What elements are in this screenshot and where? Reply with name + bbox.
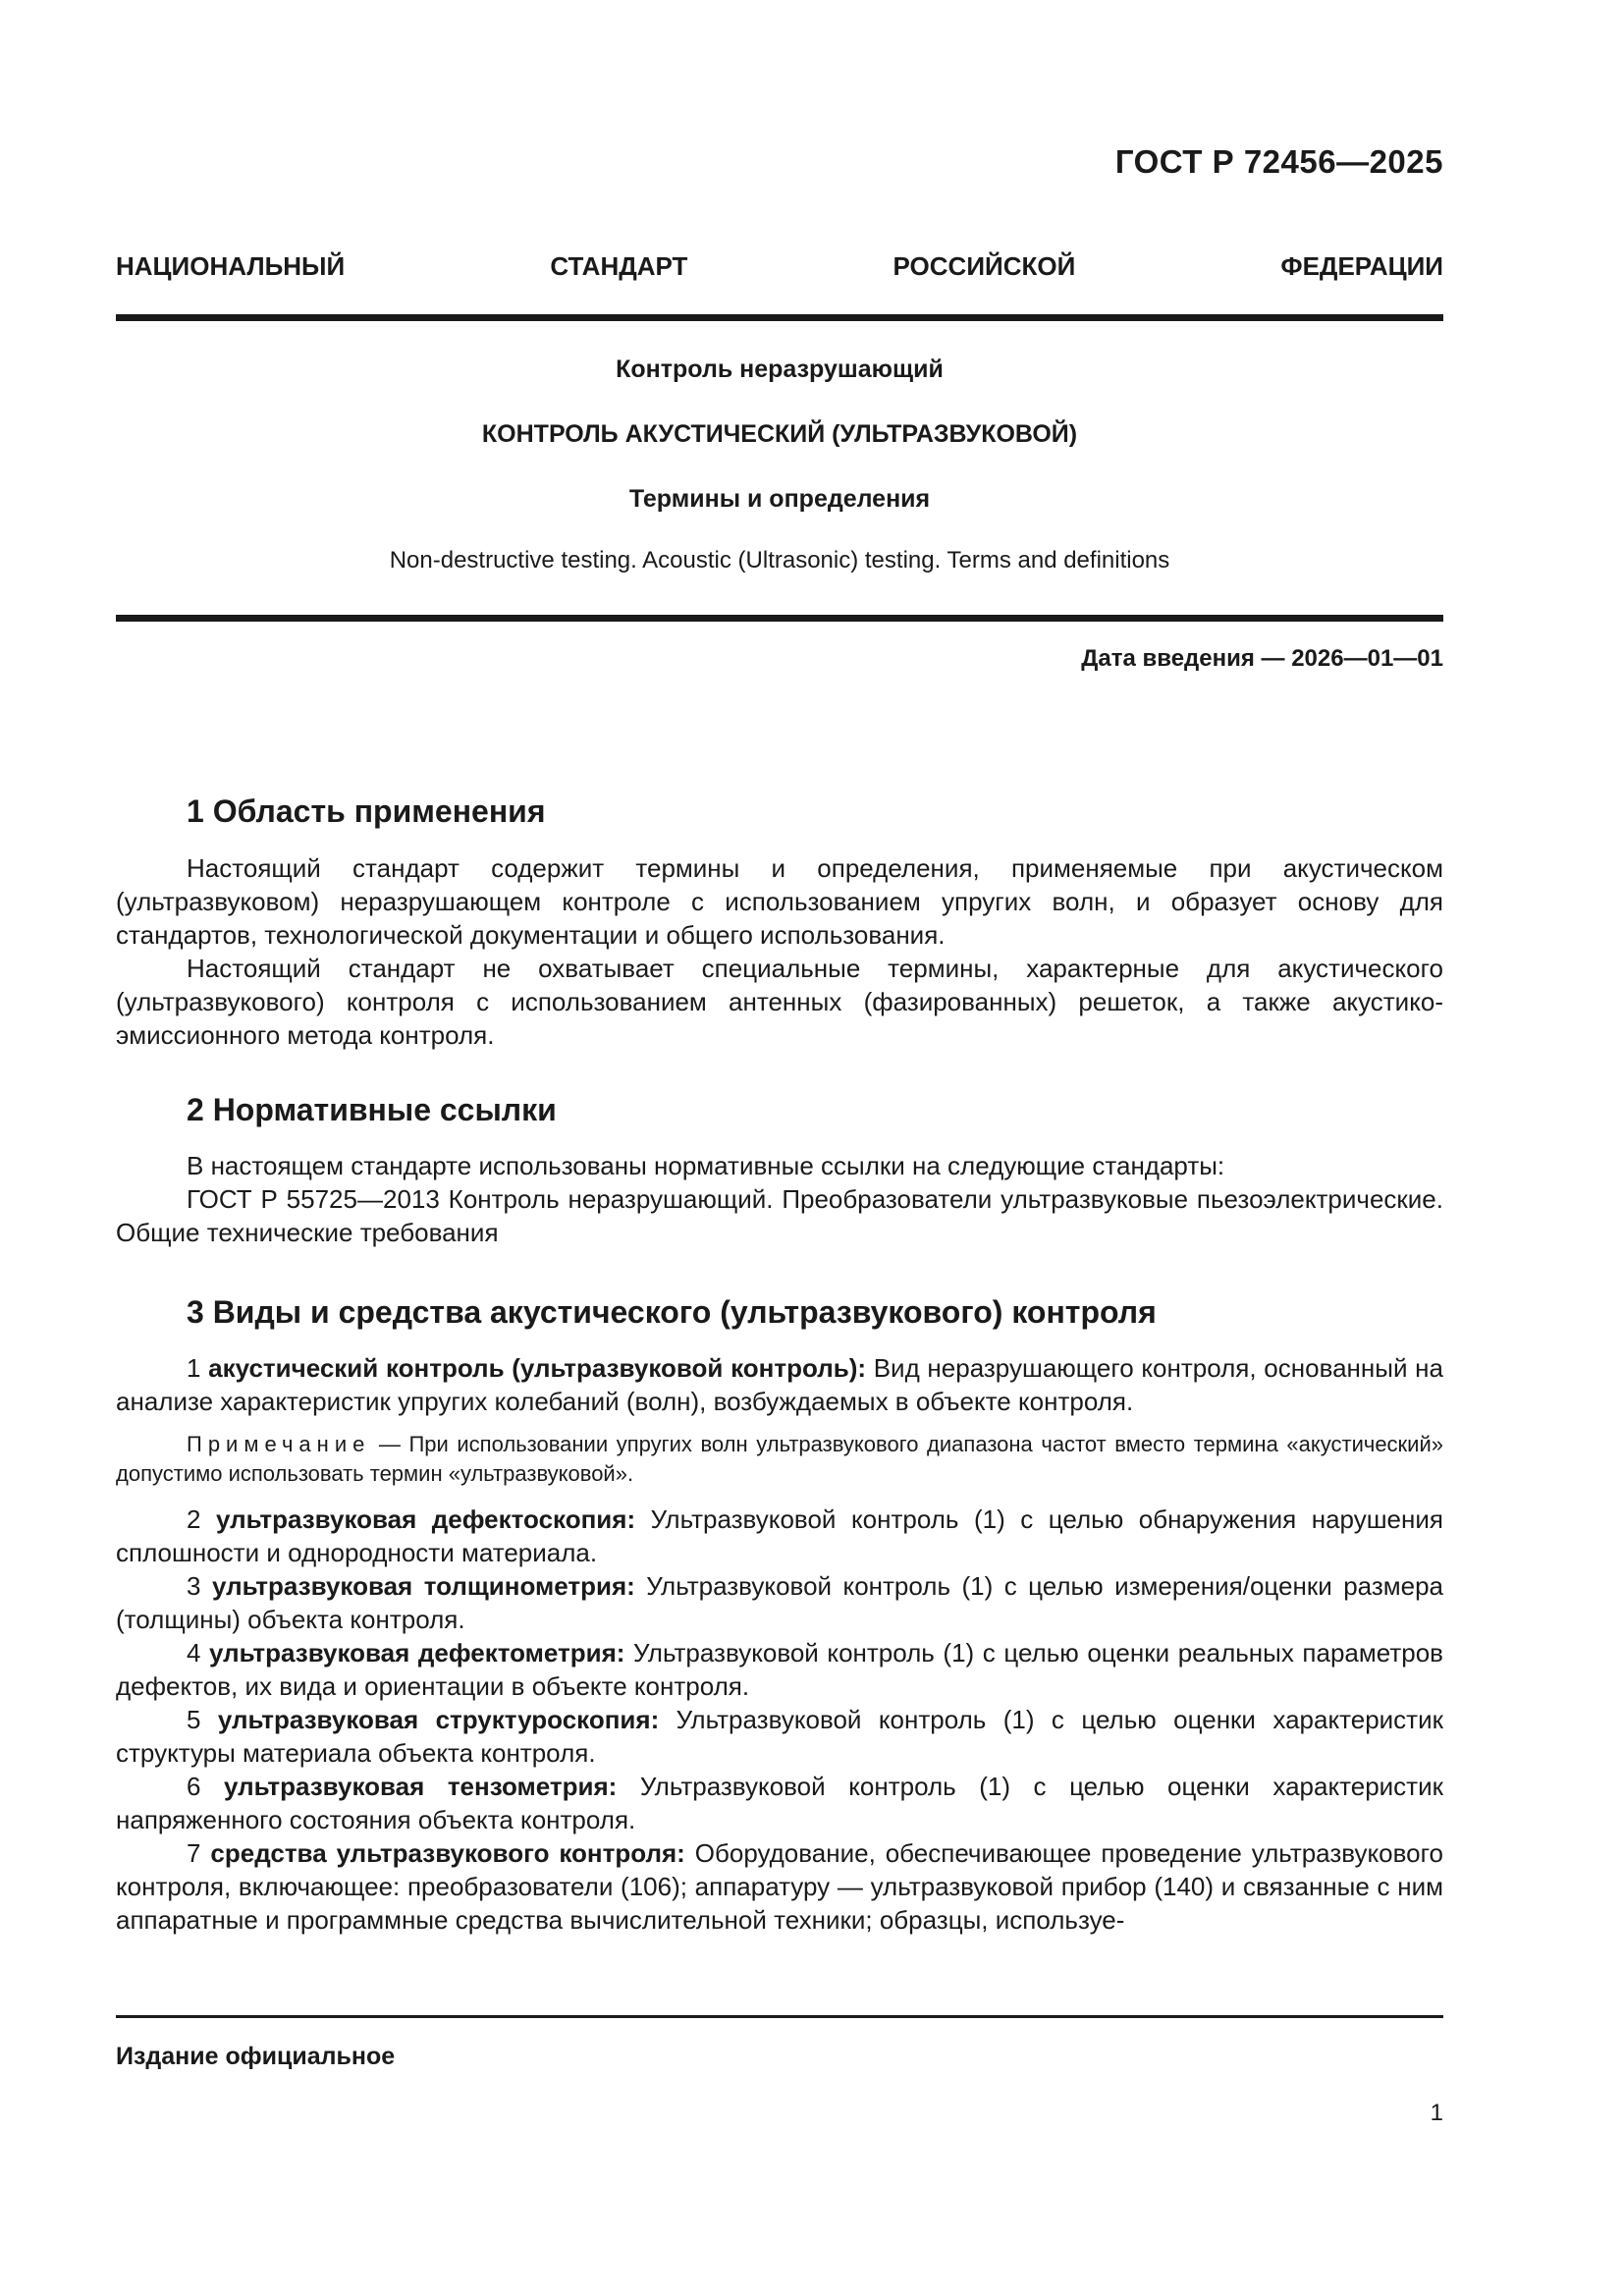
note-label: Примечание xyxy=(187,1432,371,1456)
title-line-2: КОНТРОЛЬ АКУСТИЧЕСКИЙ (УЛЬТРАЗВУКОВОЙ) xyxy=(481,420,1078,448)
section-1-body xyxy=(116,851,1443,1052)
term-definition: Ультразвуковой контроль (1) с целью обнаружения нарушения сплошности и однородности материала. xyxy=(116,1504,1443,1567)
paragraph: Настоящий стандарт содержит термины и определения, применяемые при акустическом (ультразвуковом) неразрушающем контроле с использованием упругих волн, и образует основу для стандартов, технологической документации и общего использования. xyxy=(116,853,1443,950)
heading-word: НАЦИОНАЛЬНЫЙ xyxy=(116,251,346,281)
title-line-1: Контроль неразрушающий xyxy=(616,355,944,383)
paragraph: Настоящий стандарт не охватывает специальные термины, характерные для акустического (ультразвукового) контроля с использованием антенных (фазированных) решеток, а также акустико-эмиссионного метода контроля. xyxy=(116,954,1443,1050)
note-text: — При использовании упругих волн ультразвукового диапазона частот вместо термина «акустический» допустимо использовать термин «ультразвуковой». xyxy=(116,1432,1443,1486)
section-3-body xyxy=(116,1351,1443,1937)
term-entry xyxy=(116,1503,1443,1569)
section-3-title: 3 Виды и средства акустического (ультразвукового) контроля xyxy=(187,1294,1157,1330)
term-number: 3 xyxy=(187,1571,201,1601)
paragraph: В настоящем стандарте использованы нормативные ссылки на следующие стандарты: xyxy=(187,1151,1225,1180)
page-number: 1 xyxy=(1430,2100,1443,2126)
section-2-body xyxy=(116,1149,1443,1249)
term-definition: Ультразвуковой контроль (1) с целью оценки характеристик напряженного состояния объекта контроля. xyxy=(116,1772,1443,1834)
intro-date: Дата введения — 2026—01—01 xyxy=(1081,645,1443,672)
term-definition: Ультразвуковой контроль (1) с целью оценки характеристик структуры материала объекта контроля. xyxy=(116,1705,1443,1768)
heading-word: ФЕДЕРАЦИИ xyxy=(1280,251,1443,281)
paragraph: ГОСТ Р 55725—2013 Контроль неразрушающий. Преобразователи ультразвуковые пьезоэлектрические. Общие технические требования xyxy=(116,1184,1443,1247)
term-entry xyxy=(116,1703,1443,1770)
section-2-title: 2 Нормативные ссылки xyxy=(187,1092,557,1127)
top-rule xyxy=(116,314,1443,321)
note xyxy=(116,1430,1443,1489)
term-entry xyxy=(116,1636,1443,1703)
term-name: ультразвуковая дефектометрия: xyxy=(209,1638,625,1667)
term-definition: Вид неразрушающего контроля, основанный на анализе характеристик упругих колебаний (волн), возбуждаемых в объекте контроля. xyxy=(116,1353,1443,1416)
official-edition-label: Издание официальное xyxy=(116,2043,396,2070)
term-name: ультразвуковая дефектоскопия: xyxy=(216,1504,636,1534)
term-name: ультразвуковая структуроскопия: xyxy=(217,1705,660,1734)
term-number: 4 xyxy=(187,1638,201,1667)
term-entry xyxy=(116,1836,1443,1937)
term-number: 2 xyxy=(187,1504,201,1534)
term-entry xyxy=(116,1351,1443,1418)
english-title: Non-destructive testing. Acoustic (Ultrasonic) testing. Terms and definitions xyxy=(389,547,1170,574)
term-number: 6 xyxy=(187,1772,201,1801)
title-bottom-rule xyxy=(116,615,1443,622)
footer-rule xyxy=(116,2015,1443,2018)
term-number: 1 xyxy=(187,1353,201,1383)
term-definition: Ультразвуковой контроль (1) с целью оценки реальных параметров дефектов, их вида и ориентации в объекте контроля. xyxy=(116,1638,1443,1701)
standard-number: ГОСТ Р 72456—2025 xyxy=(1114,143,1443,180)
title-line-3: Термины и определения xyxy=(628,485,931,513)
term-name: ультразвуковая тензометрия: xyxy=(224,1772,618,1801)
heading-word: СТАНДАРТ xyxy=(550,251,688,281)
term-entry xyxy=(116,1770,1443,1836)
term-name: акустический контроль (ультразвуковой контроль): xyxy=(208,1353,867,1383)
heading-word: РОССИЙСКОЙ xyxy=(893,251,1076,281)
term-definition: Оборудование, обеспечивающее проведение ультразвукового контроля, включающее: преобразователи (106); аппаратуру — ультразвуковой прибор (140) и связанные с ним аппаратные и программные средства вычислительной техники; образцы, используе- xyxy=(116,1838,1443,1935)
term-definition: Ультразвуковой контроль (1) с целью измерения/оценки размера (толщины) объекта контроля. xyxy=(116,1571,1444,1634)
national-standard-heading xyxy=(116,251,1443,282)
term-entry xyxy=(116,1569,1443,1636)
term-name: ультразвуковая толщинометрия: xyxy=(211,1571,635,1601)
term-name: средства ультразвукового контроля: xyxy=(210,1838,685,1868)
term-number: 7 xyxy=(187,1838,201,1868)
term-number: 5 xyxy=(187,1705,201,1734)
section-1-title: 1 Область применения xyxy=(187,793,546,829)
